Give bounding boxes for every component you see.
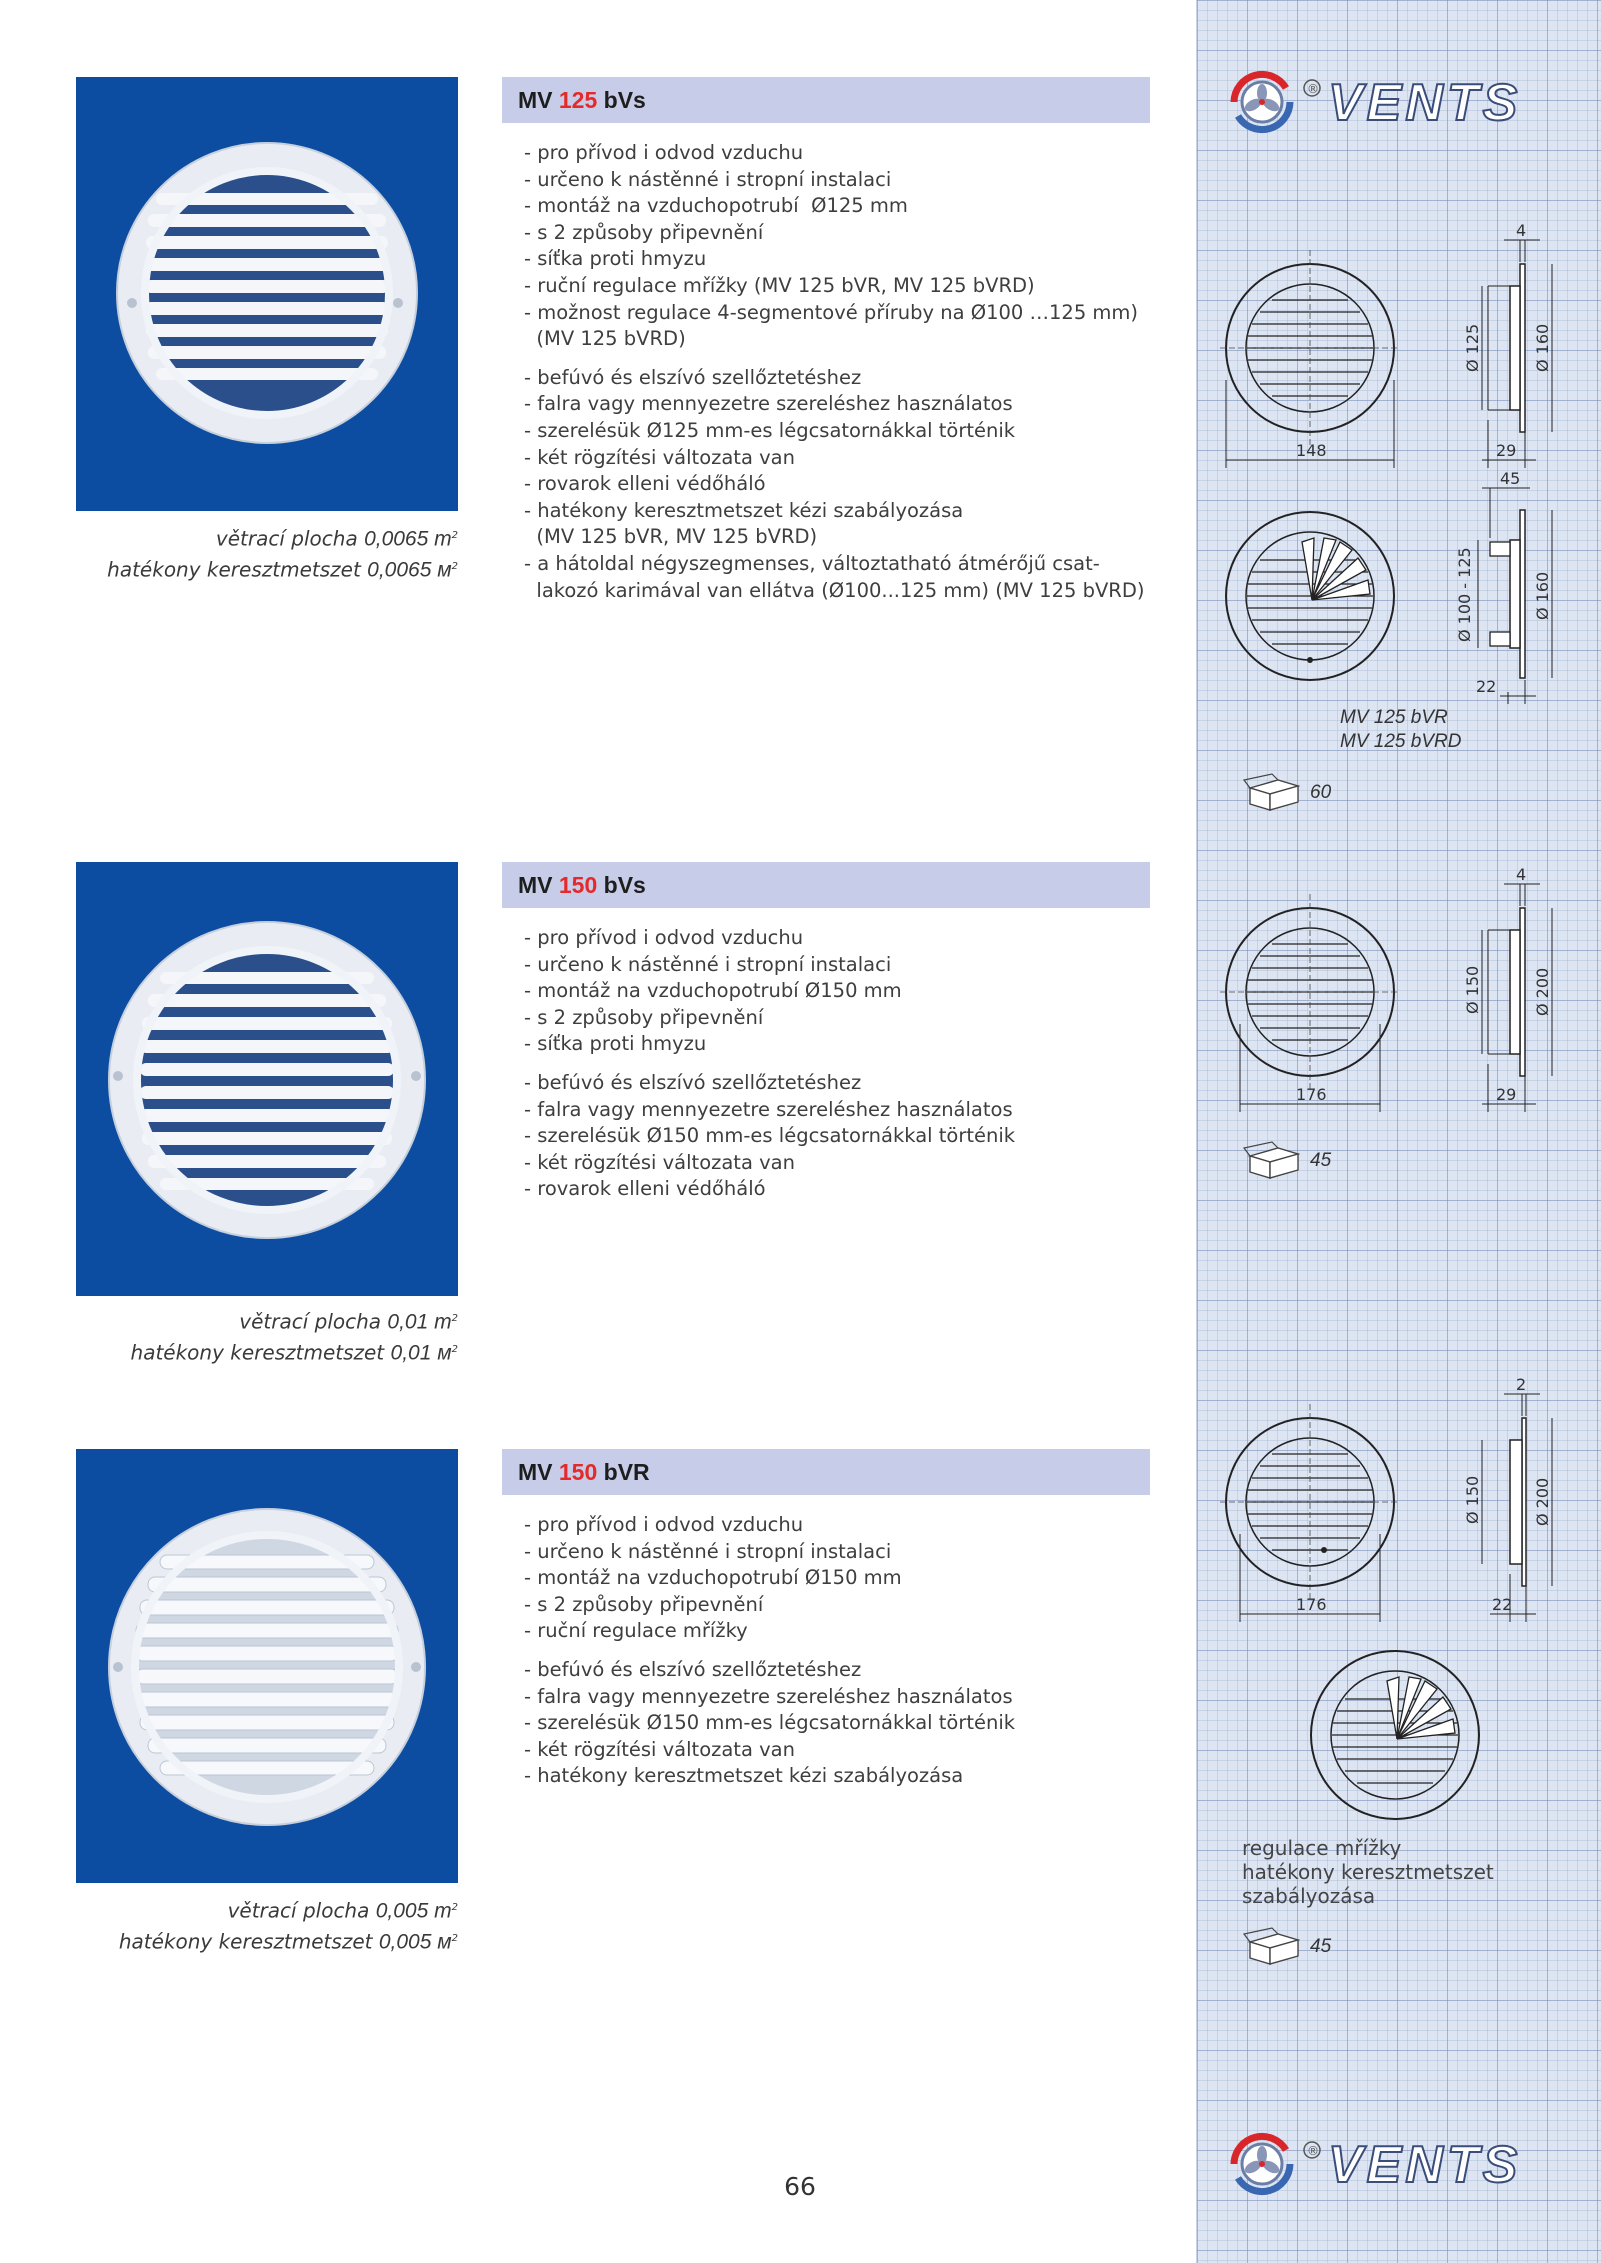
product-title: MV 125 bVs	[502, 77, 1150, 123]
product-photo	[76, 862, 458, 1296]
features-cz: - pro přívod i odvod vzduchu - určeno k nástěnné i stropní instalaci - montáž na vzduchopotrubí Ø150 mm - s 2 způsoby připevnění - síťka proti hmyzu	[524, 926, 902, 1056]
feature-list	[524, 1512, 1164, 1802]
dim-collar: 45	[1500, 469, 1521, 488]
dim-front-width: 176	[1296, 1595, 1327, 1614]
dim-flange: 2	[1516, 1375, 1527, 1394]
dim-outer-diameter: Ø 160	[1533, 571, 1552, 620]
vents-logo-top	[1228, 72, 1568, 132]
dim-depth: 22	[1492, 1595, 1513, 1614]
dim-flange: 4	[1516, 865, 1527, 884]
dim-depth: 22	[1476, 677, 1497, 696]
dim-depth: 29	[1496, 1085, 1517, 1104]
features-hu: - befúvó és elszívó szellőztetéshez - falra vagy mennyezetre szereléshez használatos - szerelésük Ø125 mm-es légcsatornákkal történik - két rögzítési változata van - rovarok elleni védőháló - hatékony keresztmetszet kézi szabályozása (MV 125 bVR, MV 125 bVRD) - a hátoldal négyszegmenses, változtatható átmérőjű csat- lakozó karimával van ellátva (Ø100...125 mm) (MV 125 bVRD)	[524, 365, 1145, 602]
technical-drawing	[1220, 220, 1580, 480]
product-title: MV 150 bVs	[502, 862, 1150, 908]
product-caption: větrací plocha 0,005 $m^2$ hatékony keresztmetszet 0,005 $м^2$	[118, 1898, 458, 1954]
adjustment-note: regulace mřížky hatékony keresztmetszet szabályozása	[1242, 1836, 1494, 1908]
box-icon	[1244, 1142, 1304, 1178]
product-caption: větrací plocha 0,01 $m^2$ hatékony keresztmetszet 0,01 $м^2$	[130, 1309, 458, 1365]
dim-flange: 4	[1516, 221, 1527, 240]
features-hu: - befúvó és elszívó szellőztetéshez - falra vagy mennyezetre szereléshez használatos - szerelésük Ø150 mm-es légcsatornákkal történik - két rögzítési változata van - rovarok elleni védőháló	[524, 1070, 1016, 1201]
grille-image	[76, 77, 458, 511]
package-quantity: 45	[1244, 1928, 1364, 1964]
page-number: 66	[784, 2172, 816, 2201]
grille-image	[76, 1449, 458, 1883]
registered-mark: ®	[1307, 82, 1319, 96]
dim-inner-diameter: Ø 150	[1463, 1475, 1482, 1524]
dim-front-width: 176	[1296, 1085, 1327, 1104]
technical-drawing	[1220, 1374, 1580, 1634]
product-caption: větrací plocha 0,0065 $m^2$ hatékony keresztmetszet 0,0065 $м^2$	[107, 526, 458, 582]
features-cz: - pro přívod i odvod vzduchu - určeno k nástěnné i stropní instalaci - montáž na vzduchopotrubí Ø150 mm - s 2 způsoby připevnění - ruční regulace mřížky	[524, 1513, 902, 1643]
feature-list	[524, 925, 1164, 1215]
feature-list	[524, 140, 1164, 616]
box-icon	[1244, 774, 1304, 810]
dim-inner-diameter: Ø 100 - 125	[1455, 547, 1474, 642]
dim-outer-diameter: Ø 200	[1533, 967, 1552, 1016]
model-labels: MV 125 bVR MV 125 bVRD	[1340, 707, 1462, 752]
dim-inner-diameter: Ø 150	[1463, 965, 1482, 1014]
product-title: MV 150 bVR	[502, 1449, 1150, 1495]
features-hu: - befúvó és elszívó szellőztetéshez - falra vagy mennyezetre szereléshez használatos - szerelésük Ø150 mm-es légcsatornákkal történik - két rögzítési változata van - hatékony keresztmetszet kézi szabályozása	[524, 1657, 1016, 1788]
package-quantity: 60	[1244, 774, 1364, 810]
dim-inner-diameter: Ø 125	[1463, 323, 1482, 372]
dim-front-width: 148	[1296, 441, 1327, 460]
dim-outer-diameter: Ø 200	[1533, 1477, 1552, 1526]
technical-drawing	[1220, 864, 1580, 1124]
dim-outer-diameter: Ø 160	[1533, 323, 1552, 372]
box-icon	[1244, 1928, 1304, 1964]
technical-drawing-adjustable	[1300, 1640, 1490, 1830]
features-cz: - pro přívod i odvod vzduchu - určeno k nástěnné i stropní instalaci - montáž na vzduchopotrubí Ø125 mm - s 2 způsoby připevnění - síťka proti hmyzu - ruční regulace mřížky (MV 125 bVR, MV 125 bVRD) - možnost regulace 4-segmentové příruby na Ø100 …125 mm) (MV 125 bVRD)	[524, 141, 1139, 351]
product-photo	[76, 1449, 458, 1883]
technical-drawing-adjustable	[1220, 469, 1580, 705]
brand-name: VENTS	[1328, 2136, 1522, 2194]
brand-name: VENTS	[1328, 74, 1522, 132]
product-photo	[76, 77, 458, 511]
package-quantity: 45	[1244, 1142, 1364, 1178]
grille-image	[76, 862, 458, 1296]
registered-mark: ®	[1307, 2144, 1319, 2158]
dim-depth: 29	[1496, 441, 1517, 460]
